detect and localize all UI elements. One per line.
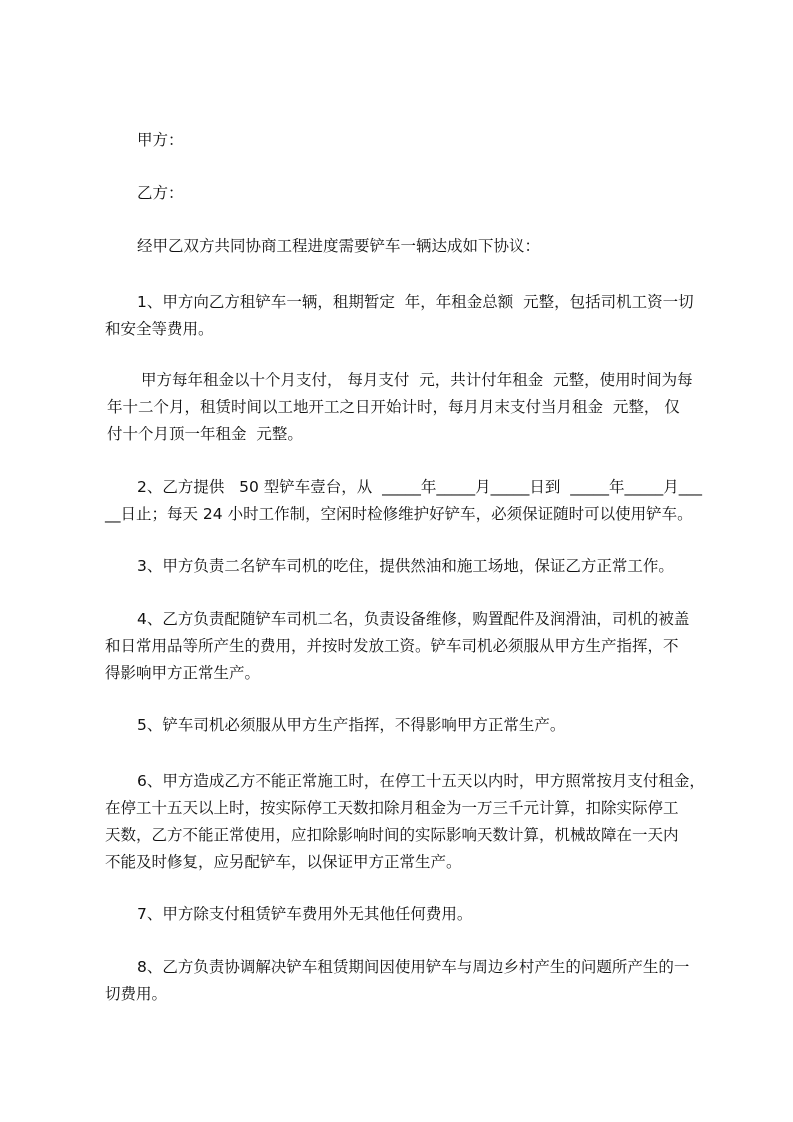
clause-4-line-3: 得影响甲方正常生产。 <box>105 664 261 682</box>
clause-5: 5、铲车司机必须服从甲方生产指挥，不得影响甲方正常生产。 <box>137 716 566 734</box>
clause-2-line-2: __日止；每天 24 小时工作制，空闲时检修维护好铲车，必须保证随时可以使用铲车。 <box>105 505 693 523</box>
payment-line-3: 付十个月顶一年租金 元整。 <box>107 425 303 443</box>
clause-6-line-1: 6、甲方造成乙方不能正常施工时，在停工十五天以内时，甲方照常按月支付租金， <box>137 772 705 790</box>
payment-line-1: 甲方每年租金以十个月支付， 每月支付 元，共计付年租金 元整，使用时间为每 <box>141 371 693 389</box>
clause-7: 7、甲方除支付租赁铲车费用外无其他任何费用。 <box>137 905 473 923</box>
clause-4-line-2: 和日常用品等所产生的费用，并按时发放工资。铲车司机必须服从甲方生产指挥，不 <box>105 637 679 655</box>
clause-1-line-2: 和安全等费用。 <box>105 320 214 338</box>
clause-8-line-1: 8、乙方负责协调解决铲车租赁期间因使用铲车与周边乡村产生的问题所产生的一 <box>137 958 690 976</box>
clause-6-line-2: 在停工十五天以上时，按实际停工天数扣除月租金为一万三千元计算，扣除实际停工 <box>105 799 679 817</box>
clause-6-line-3: 天数，乙方不能正常使用，应扣除影响时间的实际影响天数计算，机械故障在一天内 <box>105 826 679 844</box>
payment-line-2: 年十二个月，租赁时间以工地开工之日开始计时，每月月末支付当月租金 元整， 仅 <box>107 398 680 416</box>
clause-2-line-1: 2、乙方提供 50 型铲车壹台，从 _____年_____月_____日到 _____年_____月___ <box>137 478 703 496</box>
clause-1-line-1: 1、甲方向乙方租铲车一辆，租期暂定 年，年租金总额 元整，包括司机工资一切 <box>137 293 694 311</box>
party-a-label: 甲方： <box>137 131 184 149</box>
clause-3: 3、甲方负责二名铲车司机的吃住，提供然油和施工场地，保证乙方正常工作。 <box>137 557 674 575</box>
clause-4-line-1: 4、乙方负责配随铲车司机二名，负责设备维修，购置配件及润滑油，司机的被盖 <box>137 610 690 628</box>
intro-paragraph: 经甲乙双方共同协商工程进度需要铲车一辆达成如下协议： <box>137 237 541 255</box>
clause-8-line-2: 切费用。 <box>105 985 168 1003</box>
party-b-label: 乙方： <box>137 184 184 202</box>
clause-6-line-4: 不能及时修复，应另配铲车，以保证甲方正常生产。 <box>105 853 462 871</box>
